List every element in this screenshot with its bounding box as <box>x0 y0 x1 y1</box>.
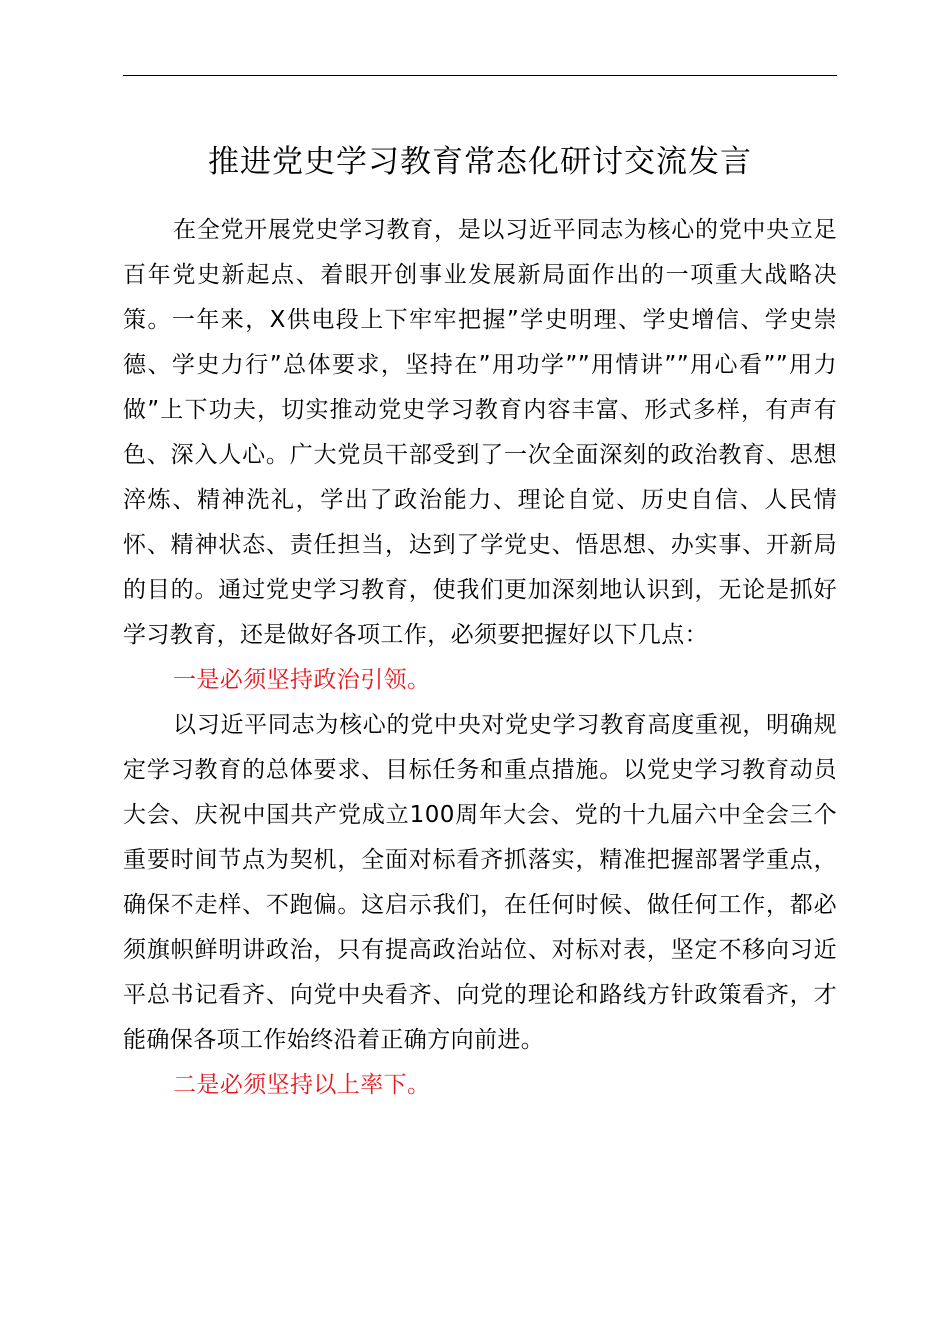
intro-paragraph: 在全党开展党史学习教育，是以习近平同志为核心的党中央立足百年党史新起点、着眼开创事业发展新局面作出的一项重大战略决策。一年来，X供电段上下牢牢把握”学史明理、学史增信、学史崇德、学史力行”总体要求，坚持在”用功学””用情讲””用心看””用力做”上下功夫，切实推动党史学习教育内容丰富、形式多样，有声有色、深入人心。广大党员干部受到了一次全面深刻的政治教育、思想淬炼、精神洗礼，学出了政治能力、理论自觉、历史自信、人民情怀、精神状态、责任担当，达到了学党史、悟思想、办实事、开新局的目的。通过党史学习教育，使我们更加深刻地认识到，无论是抓好学习教育，还是做好各项工作，必须要把握好以下几点： <box>123 217 837 648</box>
section-heading-political-guidance: 一是必须坚持政治引领。 <box>173 667 431 693</box>
document-title: 推进党史学习教育常态化研讨交流发言 <box>208 144 752 180</box>
section-heading-leading-by-example: 二是必须坚持以上率下。 <box>173 1072 431 1098</box>
header-rule <box>123 75 837 76</box>
document-body <box>123 208 837 1108</box>
section-paragraph-political-guidance: 以习近平同志为核心的党中央对党史学习教育高度重视，明确规定学习教育的总体要求、目标任务和重点措施。以党史学习教育动员大会、庆祝中国共产党成立100周年大会、党的十九届六中全会三个重要时间节点为契机，全面对标看齐抓落实，精准把握部署学重点，确保不走样、不跑偏。这启示我们，在任何时候、做任何工作，都必须旗帜鲜明讲政治，只有提高政治站位、对标对表，坚定不移向习近平总书记看齐、向党中央看齐、向党的理论和路线方针政策看齐，才能确保各项工作始终沿着正确方向前进。 <box>123 712 837 1053</box>
